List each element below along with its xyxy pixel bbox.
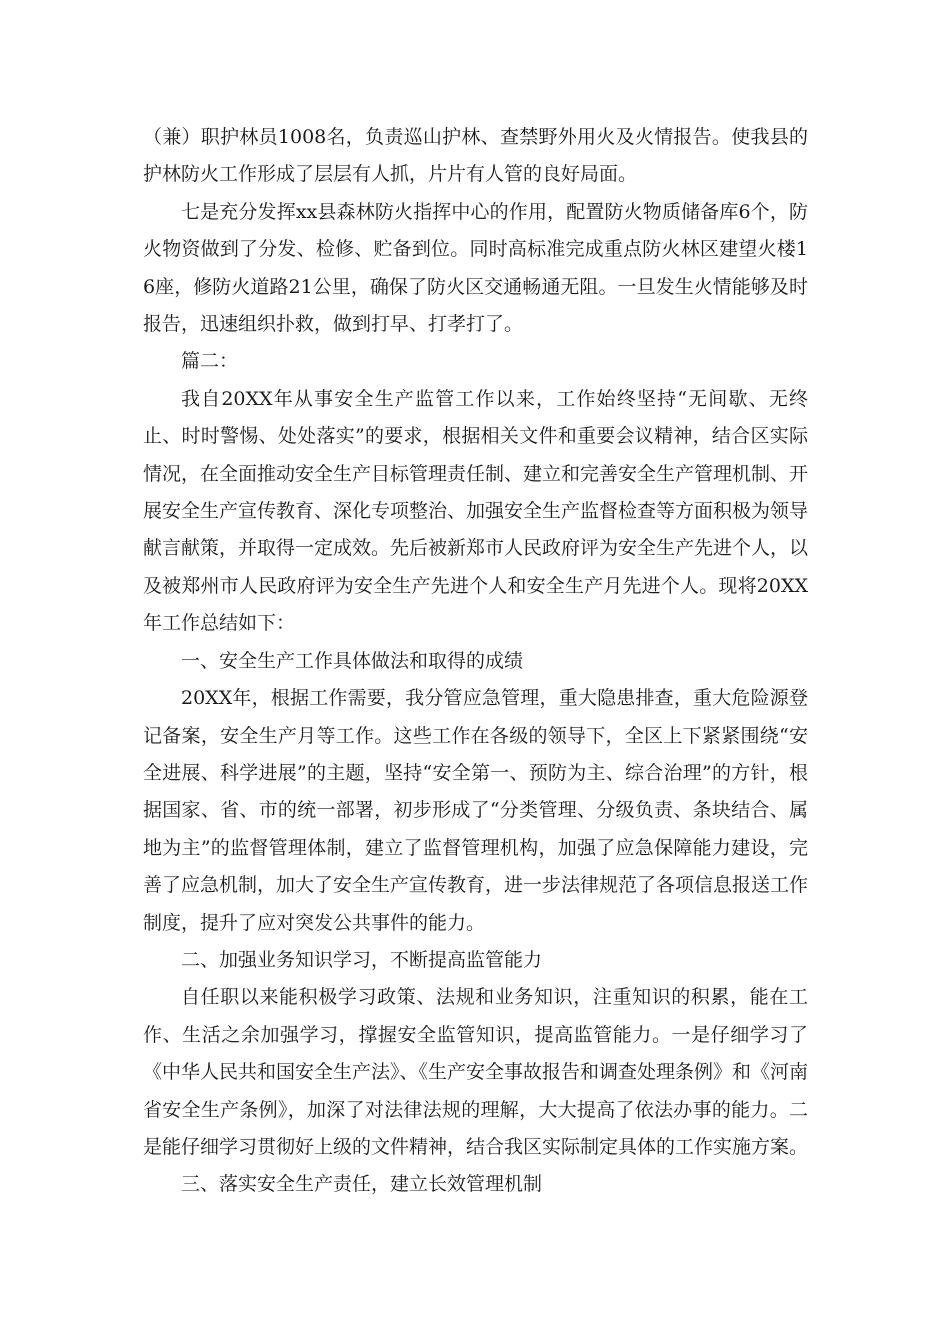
paragraph-intro: 我自20XX年从事安全生产监管工作以来，工作始终坚持“无间歇、无终止、时时警惕、处处落实”的要求，根据相关文件和重要会议精神，结合区实际情况，在全面推动安全生产目标管理责任制、建立和完善安全生产管理机制、开展安全生产宣传教育、深化专项整治、加强安全生产监督检查等方面积极为领导献言献策，并取得一定成效。先后被新郑市人民政府评为安全生产先进个人，以及被郑州市人民政府评为安全生产先进个人和安全生产月先进个人。现将20XX年工作总结如下： — [143, 387, 809, 635]
section-label-part-two: 篇二： — [181, 350, 239, 373]
paragraph-section-one: 20XX年，根据工作需要，我分管应急管理，重大隐患排查，重大危险源登记备案，安全生产月等工作。这些工作在各级的领导下，全区上下紧紧围绕“安全进展、科学进展”的主题，坚持“安全第一、预防为主、综合治理”的方针，根据国家、省、市的统一部署，初步形成了“分类管理、分级负责、条块结合、属地为主”的监督管理体制，建立了监督管理机构，加强了应急保障能力建设，完善了应急机制，加大了安全生产宣传教育，进一步法律规范了各项信息报送工作制度，提升了应对突发公共事件的能力。 — [143, 687, 809, 934]
document-body — [143, 119, 808, 1204]
section-heading-two: 二、加强业务知识学习，不断提高监管能力 — [181, 948, 543, 971]
section-heading-three: 三、落实安全生产责任，建立长效管理机制 — [181, 1173, 543, 1196]
paragraph-section-two: 自任职以来能积极学习政策、法规和业务知识，注重知识的积累，能在工作、生活之余加强学习，撑握安全监管知识，提高监管能力。一是仔细学习了《中华人民共和国安全生产法》、《生产安全事故报告和调查处理条例》和《河南省安全生产条例》，加深了对法律法规的理解，大大提高了依法办事的能力。二是能仔细学习贯彻好上级的文件精神，结合我区实际制定具体的工作实施方案。 — [143, 986, 809, 1158]
section-heading-one: 一、安全生产工作具体做法和取得的成绩 — [181, 649, 524, 672]
paragraph-item-seven: 七是充分发挥xx县森林防火指挥中心的作用，配置防火物质储备库6个，防火物资做到了分发、检修、贮备到位。同时高标准完成重点防火林区建望火楼16座，修防火道路21公里，确保了防火区交通畅通无阻。一旦发生火情能够及时报告，迅速组织扑救，做到打早、打孝打了。 — [143, 200, 808, 336]
paragraph-continuation: （兼）职护林员1008名，负责巡山护林、查禁野外用火及火情报告。使我县的护林防火工作形成了层层有人抓，片片有人管的良好局面。 — [143, 126, 808, 186]
